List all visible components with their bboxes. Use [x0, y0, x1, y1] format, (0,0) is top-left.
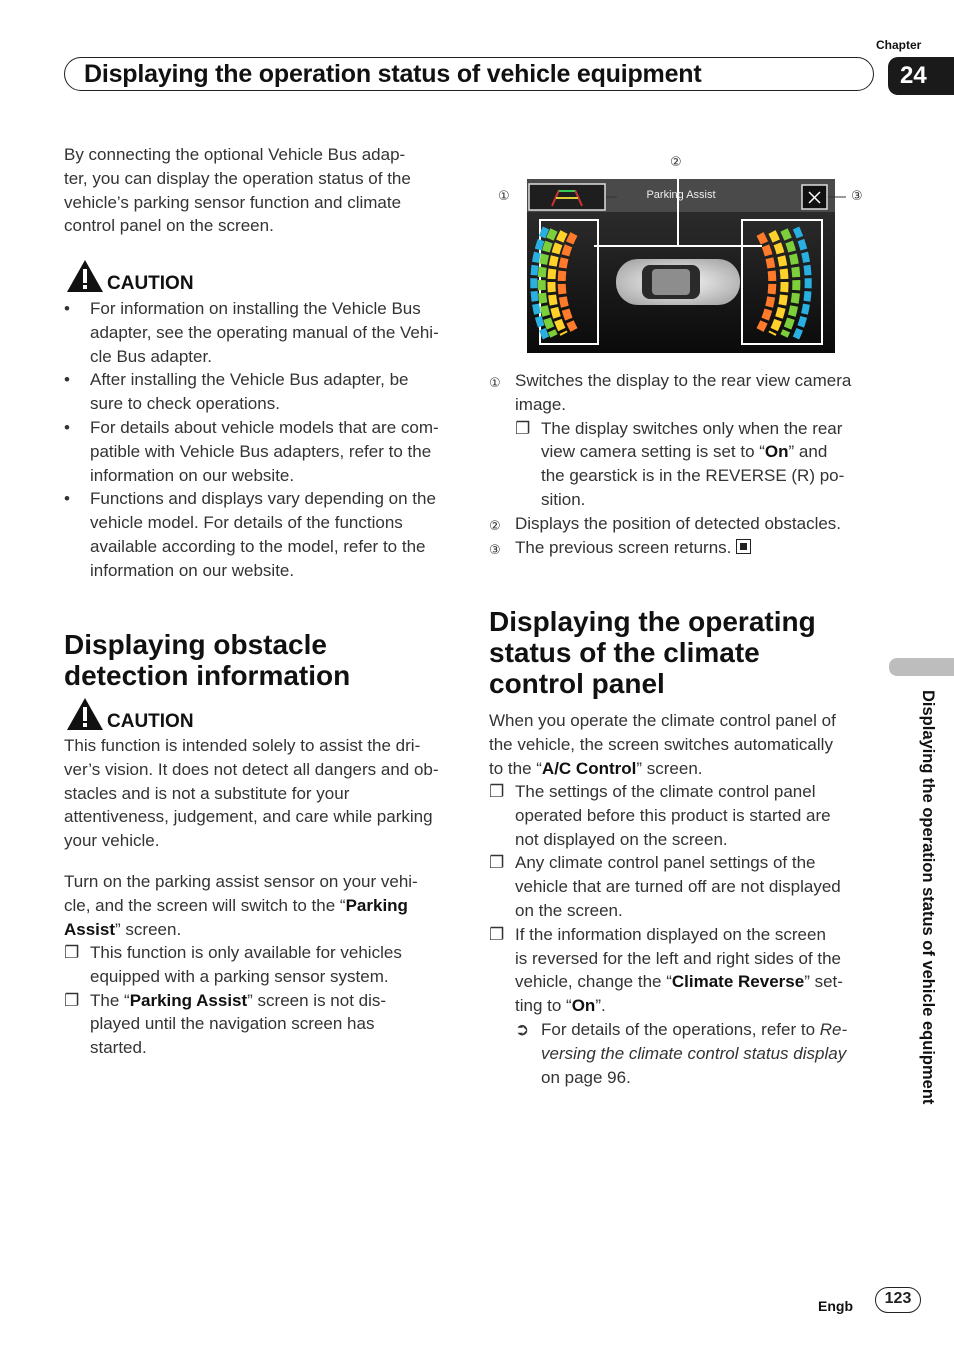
- page-number: 123: [875, 1287, 921, 1313]
- section-heading-obstacle: Displaying obstacle detection information: [64, 629, 351, 691]
- callout-list: [489, 369, 877, 559]
- callout-2: ②: [670, 154, 682, 169]
- chapter-number: 24: [888, 57, 954, 95]
- climate-paragraph: When you operate the climate control panel of the vehicle, the screen switches automatically to the “A/C Control” screen.: [489, 711, 836, 778]
- list-item: ➲ For details of the operations, refer to Re- versing the climate control status display on page 96.: [515, 1019, 848, 1087]
- end-mark-icon: [736, 539, 751, 554]
- list-item: • For details about vehicle models that are com- patible with Vehicle Bus adapters, refer to the information on our website.: [64, 417, 439, 485]
- list-item: ❐ The “Parking Assist” screen is not dis- played until the navigation screen has started.: [64, 990, 387, 1058]
- notes-list: [64, 941, 452, 1060]
- arrow-icon: ➲: [515, 1019, 530, 1039]
- parking-paragraph: Turn on the parking assist sensor on your vehi- cle, and the screen will switch to the “Parking Assist” screen.: [64, 872, 418, 939]
- car-icon: [616, 259, 740, 305]
- list-item: • After installing the Vehicle Bus adapter, be sure to check operations.: [64, 370, 409, 414]
- list-item: ❐ If the information displayed on the screen is reversed for the left and right sides of the vehicle, change the “Climate Reverse” set- ting to “On”.: [489, 924, 843, 1016]
- warning-icon: [66, 697, 104, 731]
- chapter-label: Chapter: [876, 38, 922, 52]
- page-title: Displaying the operation status of vehicle equipment: [84, 60, 702, 88]
- page-reference-link[interactable]: Re- versing the climate control status display: [541, 1019, 848, 1063]
- callout-1: ①: [498, 188, 510, 203]
- caution-list: [64, 297, 452, 583]
- list-item: • For information on installing the Vehicle Bus adapter, see the operating manual of the Vehi- cle Bus adapter.: [64, 299, 439, 366]
- climate-notes: [489, 780, 877, 1089]
- warning-icon: [66, 259, 104, 293]
- list-item: • Functions and displays vary depending on the vehicle model. For details of the functions available according to the model, refer to the information on our website.: [64, 489, 436, 580]
- language-code: Engb: [818, 1298, 853, 1314]
- side-tab-marker: [889, 658, 954, 676]
- side-tab-label: Displaying the operation status of vehicle equipment: [919, 690, 937, 1105]
- section-heading-climate: Displaying the operating status of the climate control panel: [489, 606, 816, 699]
- screen-title: Parking Assist: [646, 189, 716, 201]
- callout-3: ③: [851, 188, 863, 203]
- list-item: ❐ The settings of the climate control panel operated before this product is started are not displayed on the screen.: [489, 782, 831, 849]
- caution-heading: CAUTION: [107, 273, 194, 294]
- caution-text: This function is intended solely to assist the dri- ver’s vision. It does not detect all dangers and ob- stacles and is not a substitute for your attentiveness, judgement, and care while parking your vehicle.: [64, 736, 439, 851]
- list-item: ❐ Any climate control panel settings of the vehicle that are turned off are not displayed on the screen.: [489, 853, 841, 920]
- list-item: ❐ This function is only available for vehicles equipped with a parking sensor system.: [64, 943, 402, 986]
- list-item: ❐ The display switches only when the rear view camera setting is set to “On” and the gearstick is in the REVERSE (R) po- sition.: [515, 418, 845, 509]
- intro-paragraph: By connecting the optional Vehicle Bus adap- ter, you can display the operation status of the vehicle’s parking sensor function and climate control panel on the screen.: [64, 145, 411, 236]
- list-item: ① Switches the display to the rear view camera image.: [489, 371, 852, 414]
- list-item: ② Displays the position of detected obstacles.: [489, 513, 842, 533]
- caution-heading: CAUTION: [107, 711, 194, 732]
- list-item: ③ The previous screen returns.: [489, 536, 877, 560]
